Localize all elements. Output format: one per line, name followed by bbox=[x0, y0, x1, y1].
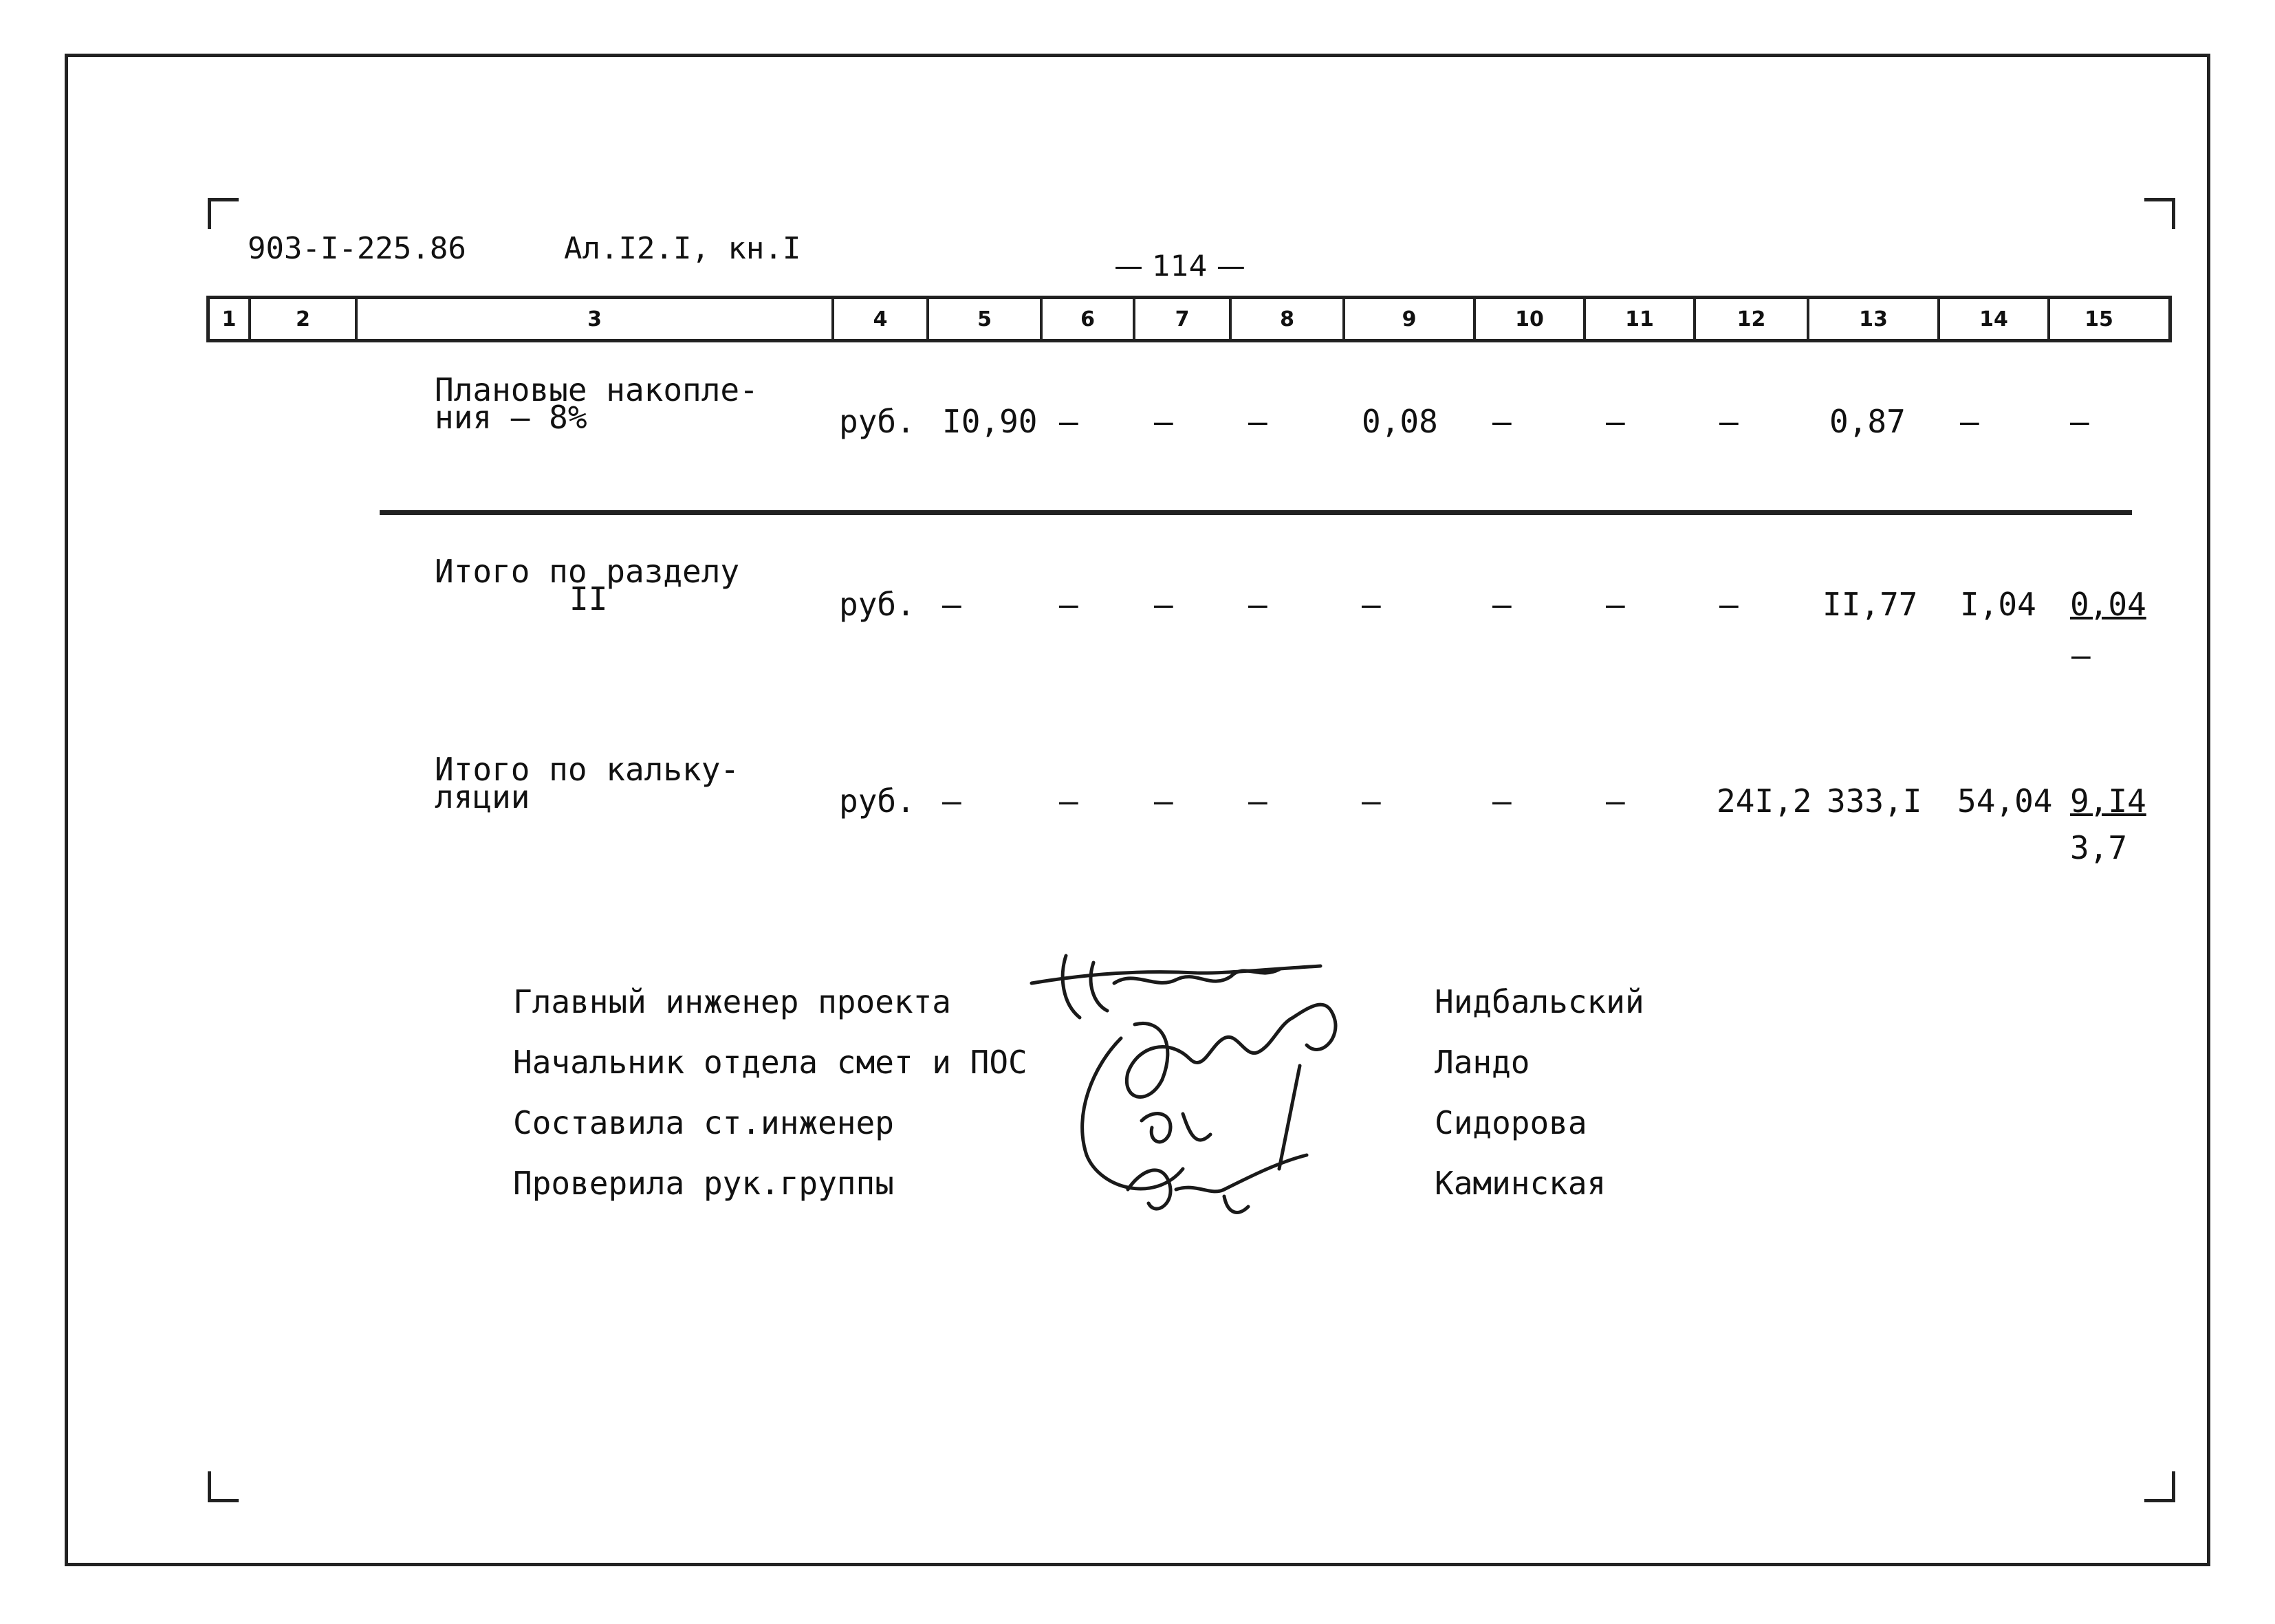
column-number: 5 bbox=[929, 299, 1043, 339]
column-number: 4 bbox=[834, 299, 929, 339]
column-number: 10 bbox=[1476, 299, 1586, 339]
signature-position: Начальник отдела смет и ПОС bbox=[513, 1044, 1027, 1081]
row-label bbox=[435, 553, 740, 617]
cell-col6: – bbox=[1059, 782, 1078, 820]
cell-col8: – bbox=[1248, 403, 1267, 440]
cell-col15: – bbox=[2070, 403, 2089, 440]
signature-stroke bbox=[1128, 1155, 1307, 1209]
cell-col5: – bbox=[942, 782, 961, 820]
row-label-line1: Плановые накопле- bbox=[435, 371, 759, 408]
corner-mark-top-right bbox=[2144, 198, 2175, 229]
row-label-line2: ляции bbox=[435, 778, 530, 815]
row-label-line2: ния – 8% bbox=[435, 398, 587, 436]
row-unit: руб. bbox=[839, 586, 915, 623]
column-number: 7 bbox=[1135, 299, 1232, 339]
cell-col14: – bbox=[1960, 403, 1979, 440]
row-unit: руб. bbox=[839, 403, 915, 440]
column-number: 11 bbox=[1586, 299, 1696, 339]
cell-col8: – bbox=[1248, 586, 1267, 623]
cell-col6: – bbox=[1059, 586, 1078, 623]
column-number-row bbox=[206, 296, 2172, 342]
cell-col11: – bbox=[1606, 403, 1625, 440]
signature-position: Составила ст.инженер bbox=[513, 1104, 894, 1141]
column-number: 1 bbox=[210, 299, 251, 339]
cell-col6: – bbox=[1059, 403, 1078, 440]
cell-col15-lower: – bbox=[2071, 637, 2091, 674]
column-number: 6 bbox=[1043, 299, 1135, 339]
cell-col9: – bbox=[1362, 782, 1381, 820]
cell-col15-lower: 3,7 bbox=[2070, 829, 2128, 866]
column-number: 15 bbox=[2084, 307, 2113, 331]
cell-col12: 24I,2 bbox=[1717, 782, 1812, 820]
album-reference: Ал.I2.I, кн.I bbox=[564, 231, 801, 266]
column-number: 2 bbox=[251, 299, 358, 339]
signature-position: Главный инженер проекта bbox=[513, 983, 951, 1020]
signature-stroke bbox=[1063, 956, 1279, 1018]
cell-col11: – bbox=[1606, 586, 1625, 623]
column-number: 12 bbox=[1696, 299, 1809, 339]
row-label-line1: Итого по кальку- bbox=[435, 751, 740, 788]
cell-col15: 0,04 bbox=[2070, 586, 2146, 623]
page-number: — 114 — bbox=[1114, 249, 1245, 283]
signature-stroke bbox=[1126, 1005, 1336, 1097]
column-number: 8 bbox=[1232, 299, 1345, 339]
cell-col7: – bbox=[1154, 782, 1173, 820]
signature-position: Проверила рук.группы bbox=[513, 1165, 894, 1202]
cell-col14: 54,04 bbox=[1957, 782, 2053, 820]
row-label-line2: II bbox=[569, 580, 608, 617]
cell-col10: – bbox=[1492, 586, 1512, 623]
signature-name: Сидорова bbox=[1435, 1104, 1587, 1141]
corner-mark-top-left bbox=[208, 198, 239, 229]
cell-col8: – bbox=[1248, 782, 1267, 820]
row-label bbox=[435, 371, 759, 436]
document-code: 903-I-225.86 bbox=[248, 231, 466, 266]
cell-col10: – bbox=[1492, 403, 1512, 440]
cell-col13: 0,87 bbox=[1829, 403, 1906, 440]
column-number: 13 bbox=[1809, 299, 1940, 339]
corner-mark-bottom-left bbox=[208, 1471, 239, 1502]
cell-col13: II,77 bbox=[1822, 586, 1918, 623]
cell-col5: – bbox=[942, 586, 961, 623]
cell-col12: – bbox=[1719, 586, 1739, 623]
handwritten-signatures-image bbox=[1018, 942, 1403, 1231]
total-divider-line bbox=[380, 510, 2132, 515]
cell-col11: – bbox=[1606, 782, 1625, 820]
column-number: 14 bbox=[1940, 299, 2050, 339]
column-number: 9 bbox=[1345, 299, 1476, 339]
cell-col15: 9,I4 bbox=[2070, 782, 2146, 820]
cell-col14: I,04 bbox=[1960, 586, 2036, 623]
signature-stroke bbox=[1142, 1114, 1210, 1142]
signature-name: Нидбальский bbox=[1435, 983, 1644, 1020]
row-label-line1: Итого по разделу bbox=[435, 553, 740, 590]
corner-mark-bottom-right bbox=[2144, 1471, 2175, 1502]
cell-col7: – bbox=[1154, 403, 1173, 440]
signature-name: Ландо bbox=[1435, 1044, 1530, 1081]
cell-col9: 0,08 bbox=[1362, 403, 1438, 440]
signature-stroke bbox=[1224, 1196, 1248, 1212]
cell-col10: – bbox=[1492, 782, 1512, 820]
cell-col9: – bbox=[1362, 586, 1381, 623]
cell-col13: 333,I bbox=[1827, 782, 1922, 820]
cell-col7: – bbox=[1154, 586, 1173, 623]
row-label bbox=[435, 751, 740, 815]
cell-col5: I0,90 bbox=[942, 403, 1038, 440]
signature-name: Каминская bbox=[1435, 1165, 1607, 1202]
column-number: 3 bbox=[358, 299, 834, 339]
cell-col12: – bbox=[1719, 403, 1739, 440]
row-unit: руб. bbox=[839, 782, 915, 820]
signature-stroke bbox=[1279, 1066, 1300, 1169]
